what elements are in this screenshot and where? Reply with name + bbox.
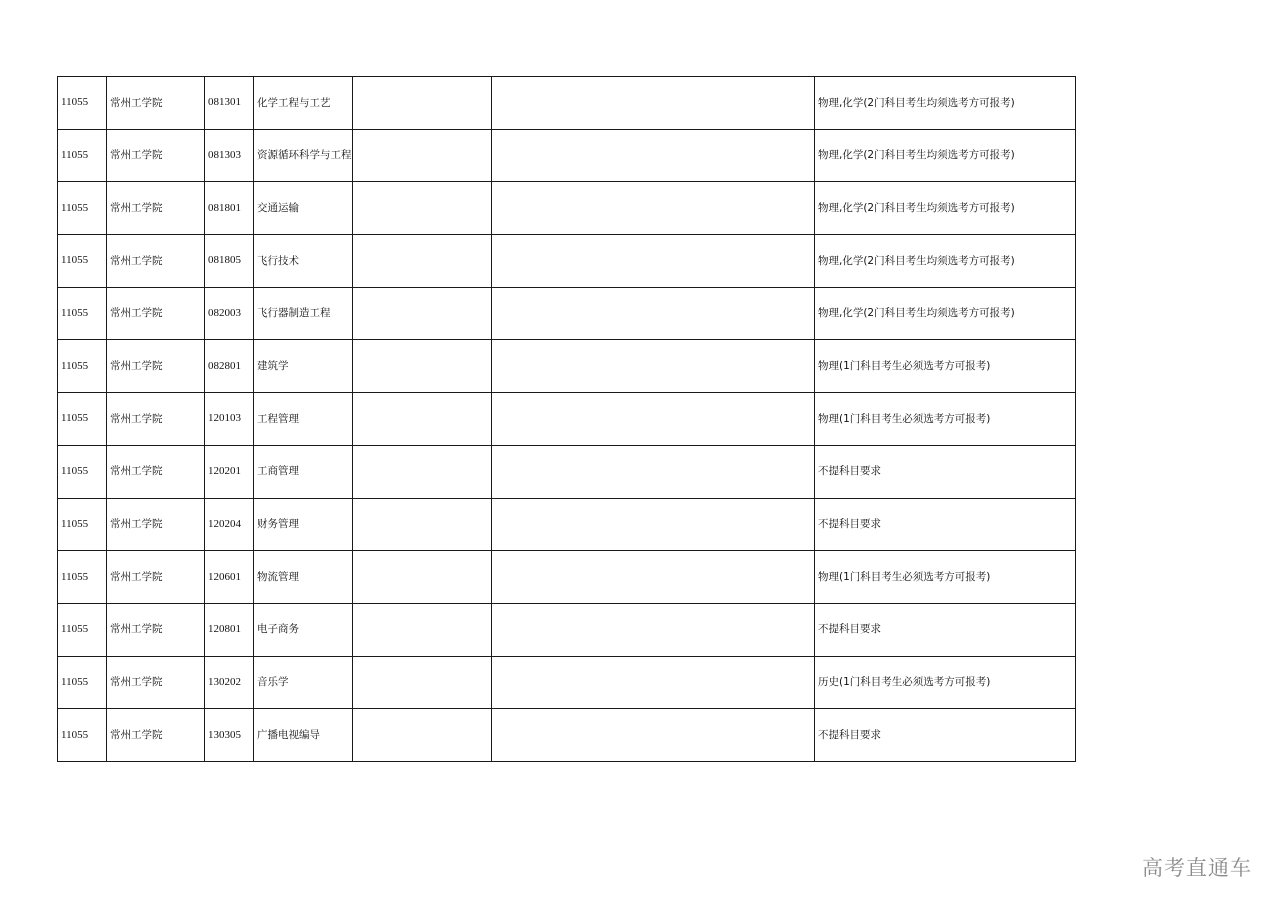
- subject-requirement-cell: 物理,化学(2门科目考生均须选考方可报考): [815, 182, 1076, 235]
- empty-cell-5: [353, 129, 492, 182]
- school-code-cell: 11055: [58, 340, 107, 393]
- table-row: [58, 445, 1076, 498]
- table-row: [58, 603, 1076, 656]
- school-code-cell: 11055: [58, 393, 107, 446]
- table-row: [58, 129, 1076, 182]
- table-row: [58, 182, 1076, 235]
- subject-requirement-cell: 不提科目要求: [815, 445, 1076, 498]
- subject-requirement-cell: 物理,化学(2门科目考生均须选考方可报考): [815, 129, 1076, 182]
- major-name-cell: 工商管理: [254, 445, 353, 498]
- school-name-cell: 常州工学院: [107, 182, 205, 235]
- school-code-cell: 11055: [58, 182, 107, 235]
- school-name-cell: 常州工学院: [107, 393, 205, 446]
- subject-requirement-cell: 物理,化学(2门科目考生均须选考方可报考): [815, 77, 1076, 130]
- empty-cell-5: [353, 77, 492, 130]
- subject-requirement-cell: 物理,化学(2门科目考生均须选考方可报考): [815, 235, 1076, 288]
- empty-cell-6: [492, 235, 815, 288]
- major-name-cell: 资源循环科学与工程: [254, 129, 353, 182]
- major-name-cell: 飞行技术: [254, 235, 353, 288]
- major-name-cell: 广播电视编导: [254, 709, 353, 762]
- major-code-cell: 082801: [205, 340, 254, 393]
- major-name-cell: 财务管理: [254, 498, 353, 551]
- major-name-cell: 建筑学: [254, 340, 353, 393]
- empty-cell-6: [492, 498, 815, 551]
- school-code-cell: 11055: [58, 656, 107, 709]
- major-code-cell: 081303: [205, 129, 254, 182]
- major-code-cell: 082003: [205, 287, 254, 340]
- table-row: [58, 393, 1076, 446]
- empty-cell-6: [492, 709, 815, 762]
- school-name-cell: 常州工学院: [107, 709, 205, 762]
- table-row: [58, 77, 1076, 130]
- table-row: [58, 498, 1076, 551]
- major-code-cell: 130202: [205, 656, 254, 709]
- school-name-cell: 常州工学院: [107, 603, 205, 656]
- empty-cell-6: [492, 445, 815, 498]
- empty-cell-5: [353, 445, 492, 498]
- school-code-cell: 11055: [58, 551, 107, 604]
- major-name-cell: 工程管理: [254, 393, 353, 446]
- school-code-cell: 11055: [58, 498, 107, 551]
- school-code-cell: 11055: [58, 235, 107, 288]
- subject-requirement-cell: 不提科目要求: [815, 709, 1076, 762]
- major-code-cell: 130305: [205, 709, 254, 762]
- empty-cell-5: [353, 498, 492, 551]
- subject-requirement-cell: 历史(1门科目考生必须选考方可报考): [815, 656, 1076, 709]
- empty-cell-6: [492, 340, 815, 393]
- school-code-cell: 11055: [58, 709, 107, 762]
- major-name-cell: 电子商务: [254, 603, 353, 656]
- school-name-cell: 常州工学院: [107, 340, 205, 393]
- subject-requirement-cell: 物理(1门科目考生必须选考方可报考): [815, 340, 1076, 393]
- empty-cell-6: [492, 603, 815, 656]
- table-row: [58, 235, 1076, 288]
- empty-cell-5: [353, 340, 492, 393]
- empty-cell-6: [492, 656, 815, 709]
- table-row: [58, 551, 1076, 604]
- empty-cell-6: [492, 393, 815, 446]
- school-name-cell: 常州工学院: [107, 129, 205, 182]
- school-code-cell: 11055: [58, 129, 107, 182]
- empty-cell-6: [492, 287, 815, 340]
- empty-cell-6: [492, 129, 815, 182]
- major-code-cell: 120204: [205, 498, 254, 551]
- major-name-cell: 化学工程与工艺: [254, 77, 353, 130]
- major-code-cell: 120103: [205, 393, 254, 446]
- empty-cell-6: [492, 77, 815, 130]
- majors-table: [57, 76, 1076, 762]
- empty-cell-5: [353, 603, 492, 656]
- subject-requirement-cell: 物理(1门科目考生必须选考方可报考): [815, 393, 1076, 446]
- major-name-cell: 飞行器制造工程: [254, 287, 353, 340]
- empty-cell-6: [492, 551, 815, 604]
- table-body: [58, 77, 1076, 762]
- subject-requirement-cell: 物理,化学(2门科目考生均须选考方可报考): [815, 287, 1076, 340]
- major-code-cell: 081801: [205, 182, 254, 235]
- major-code-cell: 081805: [205, 235, 254, 288]
- empty-cell-5: [353, 182, 492, 235]
- school-name-cell: 常州工学院: [107, 656, 205, 709]
- school-name-cell: 常州工学院: [107, 551, 205, 604]
- major-code-cell: 120201: [205, 445, 254, 498]
- school-name-cell: 常州工学院: [107, 287, 205, 340]
- school-code-cell: 11055: [58, 287, 107, 340]
- table-row: [58, 709, 1076, 762]
- watermark-text: 高考直通车: [1142, 856, 1252, 880]
- school-code-cell: 11055: [58, 77, 107, 130]
- major-name-cell: 物流管理: [254, 551, 353, 604]
- empty-cell-5: [353, 287, 492, 340]
- major-code-cell: 120601: [205, 551, 254, 604]
- major-code-cell: 081301: [205, 77, 254, 130]
- school-name-cell: 常州工学院: [107, 445, 205, 498]
- major-name-cell: 音乐学: [254, 656, 353, 709]
- table-row: [58, 656, 1076, 709]
- subject-requirement-cell: 不提科目要求: [815, 498, 1076, 551]
- major-name-cell: 交通运输: [254, 182, 353, 235]
- empty-cell-5: [353, 551, 492, 604]
- table-row: [58, 287, 1076, 340]
- major-code-cell: 120801: [205, 603, 254, 656]
- school-code-cell: 11055: [58, 603, 107, 656]
- subject-requirement-cell: 不提科目要求: [815, 603, 1076, 656]
- school-name-cell: 常州工学院: [107, 77, 205, 130]
- subject-requirement-cell: 物理(1门科目考生必须选考方可报考): [815, 551, 1076, 604]
- empty-cell-5: [353, 235, 492, 288]
- school-name-cell: 常州工学院: [107, 235, 205, 288]
- empty-cell-6: [492, 182, 815, 235]
- empty-cell-5: [353, 656, 492, 709]
- school-code-cell: 11055: [58, 445, 107, 498]
- empty-cell-5: [353, 709, 492, 762]
- empty-cell-5: [353, 393, 492, 446]
- table-row: [58, 340, 1076, 393]
- school-name-cell: 常州工学院: [107, 498, 205, 551]
